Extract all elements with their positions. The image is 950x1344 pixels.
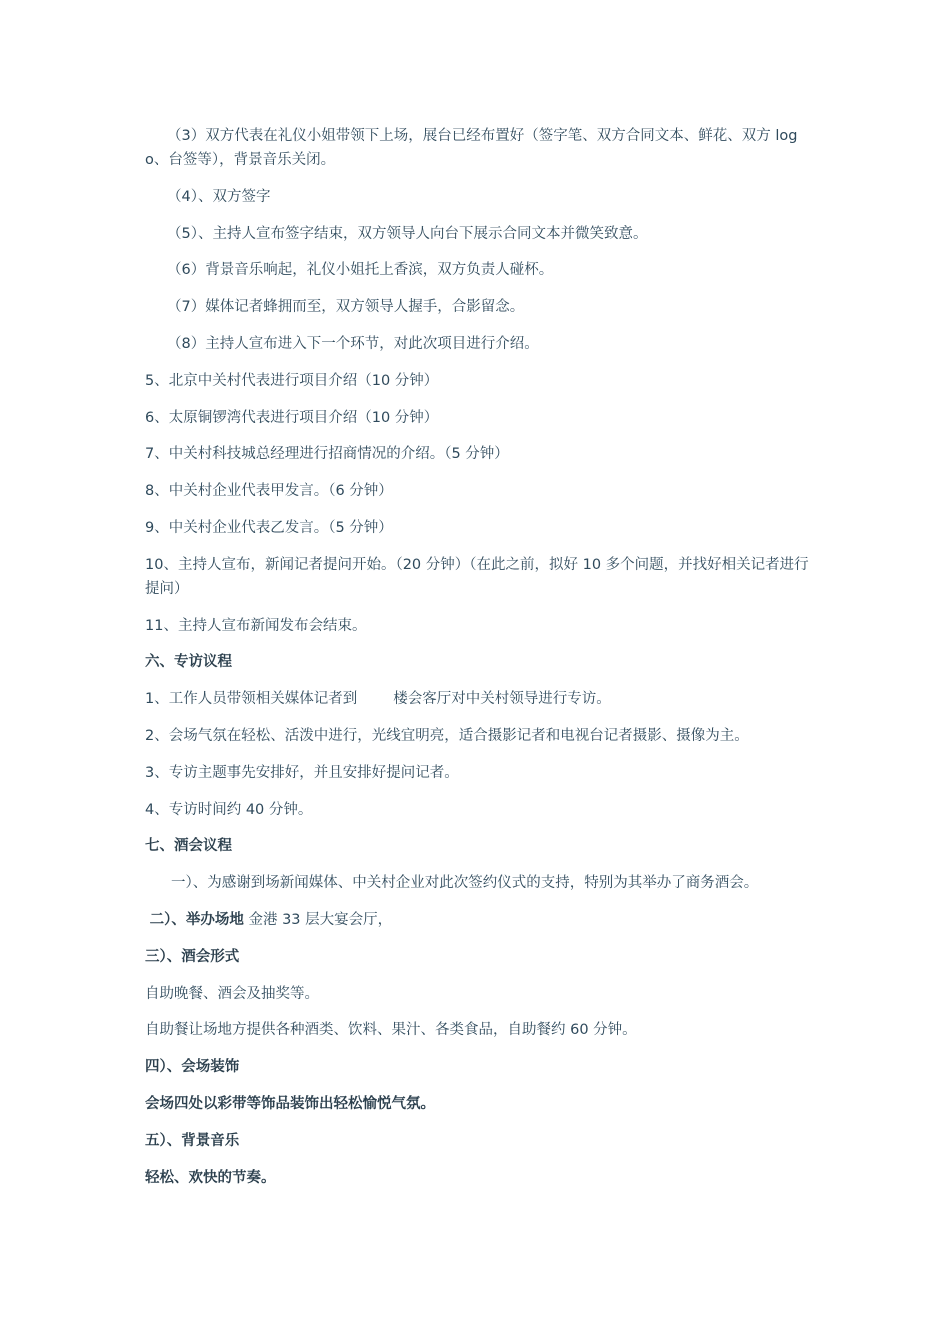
paragraph-reception-format-2: 自助餐让场地方提供各种酒类、饮料、果汁、各类食品，自助餐约 60 分钟。 <box>145 1022 637 1039</box>
reception-venue-value: 金港 33 层大宴会厅， <box>243 911 393 928</box>
subheading-reception-format: 三）、酒会形式 <box>145 948 240 965</box>
paragraph-interview-2: 2、会场气氛在轻松、活泼中进行，光线宜明亮，适合摄影记者和电视台记者摄影、摄像为主。 <box>145 727 749 744</box>
subheading-music: 五）、背景音乐 <box>145 1132 240 1149</box>
section-heading-reception: 七、酒会议程 <box>145 838 232 855</box>
interview-1-text-b: 楼会客厅对中关村领导进行专访。 <box>393 691 611 708</box>
paragraph-interview-1 <box>145 687 810 711</box>
paragraph-step-8: （8）主持人宣布进入下一个环节，对此次项目进行介绍。 <box>167 335 539 352</box>
paragraph-item-5: 5、北京中关村代表进行项目介绍（10 分钟） <box>145 372 439 389</box>
section-heading-interview: 六、专访议程 <box>145 654 232 671</box>
paragraph-step-6: （6）背景音乐响起，礼仪小姐托上香滨，双方负责人碰杯。 <box>167 262 554 279</box>
paragraph-interview-4: 4、专访时间约 40 分钟。 <box>145 801 313 818</box>
paragraph-item-11: 11、主持人宣布新闻发布会结束。 <box>145 617 367 634</box>
paragraph-decoration: 会场四处以彩带等饰品装饰出轻松愉悦气氛。 <box>145 1095 435 1112</box>
paragraph-item-8: 8、中关村企业代表甲发言。（6 分钟） <box>145 483 393 500</box>
paragraph-reception-venue <box>145 908 810 932</box>
paragraph-reception-1: 一）、为感谢到场新闻媒体、中关村企业对此次签约仪式的支持，特别为其举办了商务酒会。 <box>171 875 759 892</box>
paragraph-step-4: （4）、双方签字 <box>167 188 271 205</box>
paragraph-item-9: 9、中关村企业代表乙发言。（5 分钟） <box>145 519 393 536</box>
paragraph-item-10: 10、主持人宣布，新闻记者提问开始。（20 分钟）（在此之前，拟好 10 多个问题，并找好相关记者进行提问） <box>145 556 809 597</box>
document-body <box>145 124 810 1202</box>
paragraph-step-5: （5）、主持人宣布签字结束，双方领导人向台下展示合同文本并微笑致意。 <box>167 225 648 242</box>
subheading-decoration: 四）、会场装饰 <box>145 1059 240 1076</box>
paragraph-music: 轻松、欢快的节奏。 <box>145 1169 276 1186</box>
interview-1-text-a: 1、工作人员带领相关媒体记者到 <box>145 691 358 708</box>
paragraph-interview-3: 3、专访主题事先安排好，并且安排好提问记者。 <box>145 764 459 781</box>
paragraph-step-7: （7）媒体记者蜂拥而至，双方领导人握手，合影留念。 <box>167 299 525 316</box>
paragraph-step-3: （3）双方代表在礼仪小姐带领下上场，展台已经布置好（签字笔、双方合同文本、鲜花、双方 logo、台签等），背景音乐关闭。 <box>145 128 798 168</box>
reception-venue-label: 二）、举办场地 <box>149 911 244 928</box>
paragraph-item-6: 6、太原铜锣湾代表进行项目介绍（10 分钟） <box>145 409 439 426</box>
paragraph-item-7: 7、中关村科技城总经理进行招商情况的介绍。（5 分钟） <box>145 446 509 463</box>
paragraph-reception-format-1: 自助晚餐、酒会及抽奖等。 <box>145 985 319 1002</box>
